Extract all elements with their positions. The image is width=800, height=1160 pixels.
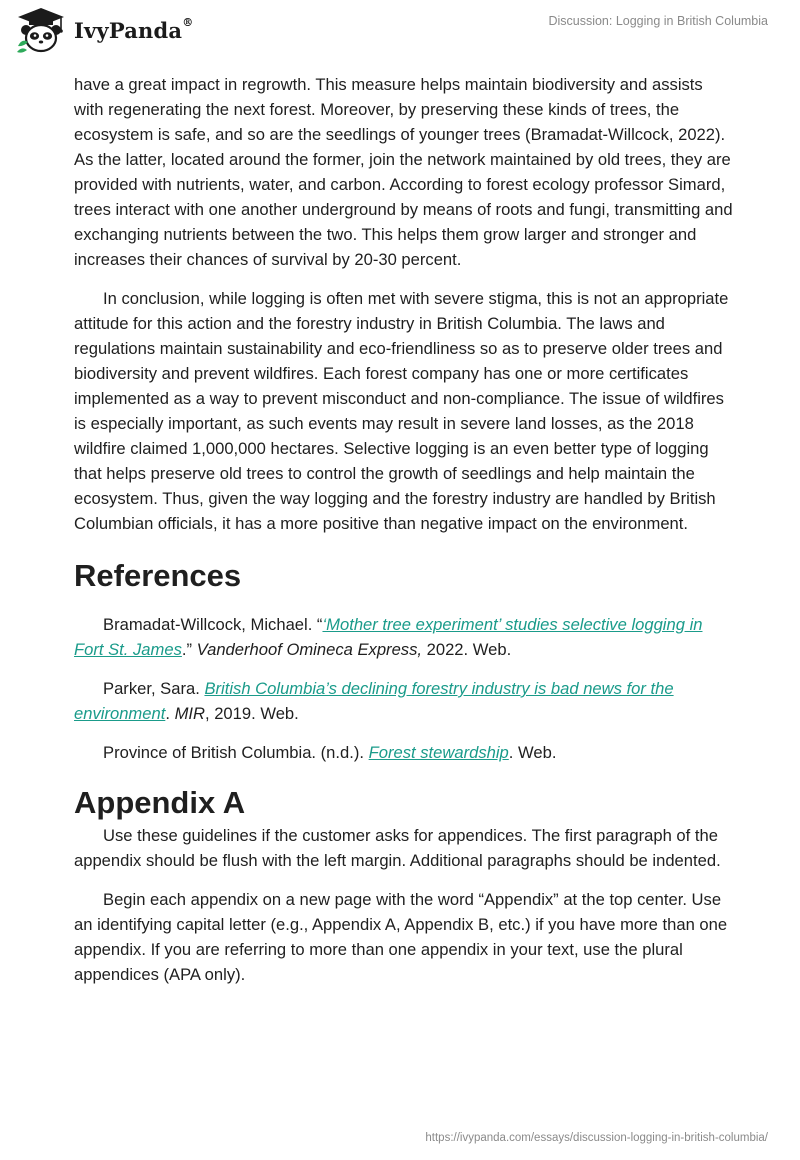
reference-link[interactable]: British Columbia’s declining forestry industry is bad news for the environment [74,679,674,723]
reference-source: Vanderhoof Omineca Express, [196,640,423,659]
reference-author: Province of British Columbia. (n.d.). [103,743,369,762]
essay-content [74,72,734,987]
reference-year: . Web. [508,743,557,762]
reference-link[interactable]: Forest stewardship [368,743,509,762]
page-url[interactable]: https://ivypanda.com/essays/discussion-logging-in-british-columbia/ [425,1132,768,1144]
page-header [0,0,800,62]
reference-source: MIR [174,704,205,723]
appendix-paragraph-2: Begin each appendix on a new page with the word “Appendix” at the top center. Use an identifying capital letter (e.g., Appendix A, Appendix B, etc.) if you have more than one appendix. If you are referring to more than one appendix in your text, use the plural appendices (APA only). [74,890,728,984]
body-paragraph-conclusion: In conclusion, while logging is often met with severe stigma, this is not an appropriate attitude for this action and the forestry industry in British Columbia. The laws and regulations maintain sustainability and eco-friendliness so as to preserve older trees and biodiversity and prevent wildfires. Each forest company has one or more certificates implemented as a way to prevent misconduct and non-compliance. The issue of wildfires is especially important, as such events may result in severe land losses, as the 2018 wildfire claimed 1,000,000 hectares. Selective logging is an even better type of logging that helps preserve old trees to control the growth of seedlings and help maintain the ecosystem. Thus, given the way logging and the forestry industry are handled by British Columbian officials, it has a more positive than negative impact on the environment. [74,289,729,533]
reference-item [74,740,734,765]
reference-year: , 2019. Web. [204,704,299,723]
references-heading: References [74,558,242,593]
logo-text: IvyPanda [74,17,183,43]
reference-author: Bramadat-Willcock, Michael. “ [103,615,323,634]
references-list [74,612,734,765]
reference-author: Parker, Sara. [103,679,205,698]
logo-wordmark [74,15,194,43]
reference-year: 2022. Web. [422,640,512,659]
reference-item [74,676,734,726]
body-paragraph-1: have a great impact in regrowth. This measure helps maintain biodiversity and assists with regenerating the next forest. Moreover, by preserving these kinds of trees, the ecosystem is safe, and so are the seedlings of younger trees (Bramadat-Willcock, 2022). As the latter, located around the former, join the network maintained by old trees, they are provided with nutrients, water, and carbon. According to forest ecology professor Simard, trees interact with one another underground by means of roots and fungi, transmitting and exchanging nutrients between the two. This helps them grow larger and stronger and increases their chances of survival by 20-30 percent. [74,75,733,269]
ivypanda-logo[interactable] [14,6,193,54]
reference-link[interactable]: ‘Mother tree experiment’ studies selective logging in Fort St. James [74,615,703,659]
reference-punct: .” [181,640,197,659]
reference-item [74,612,734,662]
document-title: Discussion: Logging in British Columbia [548,14,768,28]
appendix-heading: Appendix A [74,785,246,820]
reference-punct: . [165,704,175,723]
appendix-paragraph-1: Use these guidelines if the customer asks for appendices. The first paragraph of the appendix should be flush with the left margin. Additional paragraphs should be indented. [74,826,721,870]
panda-graduate-icon [14,6,68,54]
registered-mark: ® [182,15,194,29]
